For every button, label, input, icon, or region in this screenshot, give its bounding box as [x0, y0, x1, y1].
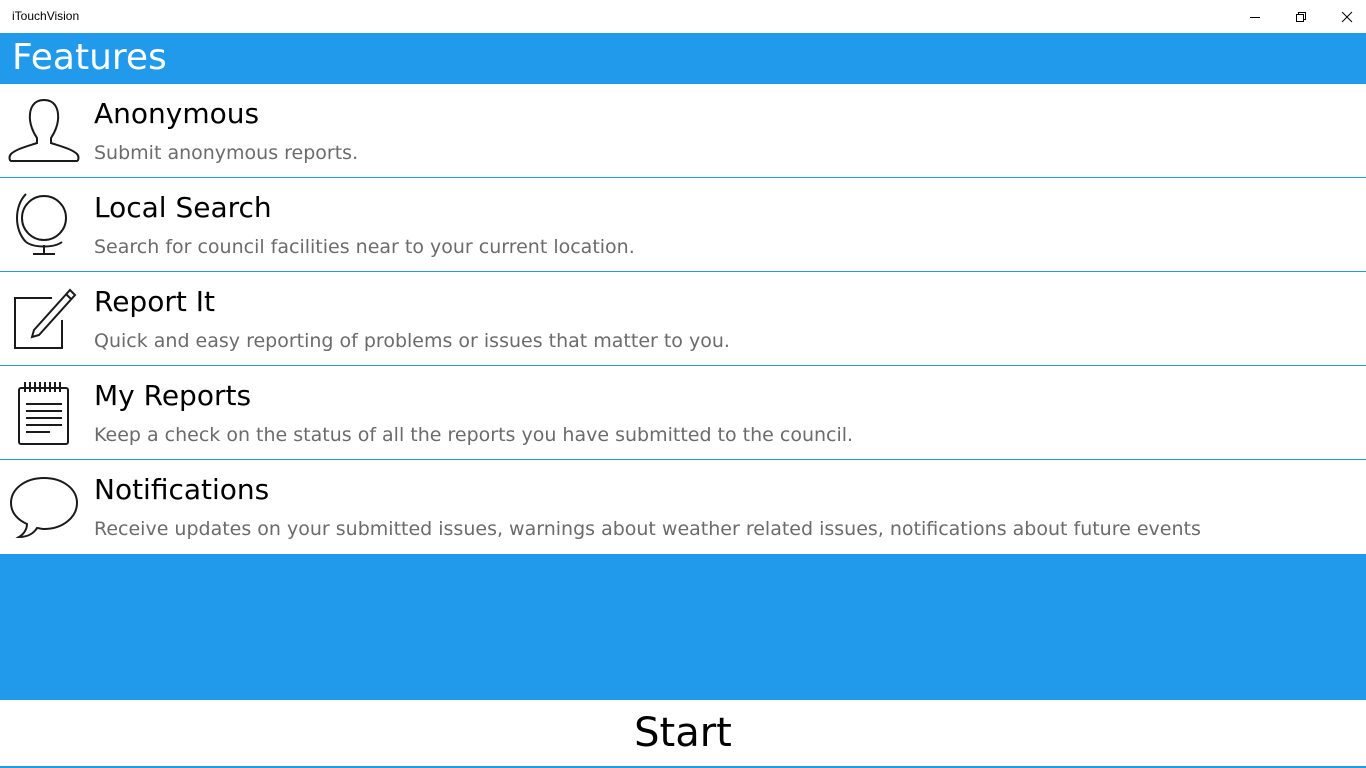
feature-item-my-reports[interactable] [0, 366, 1366, 460]
title-bar [0, 0, 1366, 33]
feature-description: Submit anonymous reports. [94, 142, 359, 164]
feature-title: Report It [94, 285, 215, 318]
feature-title: Notifications [94, 473, 270, 506]
notepad-icon [8, 378, 80, 448]
restore-icon [1295, 11, 1307, 23]
feature-item-anonymous[interactable] [0, 84, 1366, 178]
feature-description: Quick and easy reporting of problems or issues that matter to you. [94, 330, 730, 352]
feature-item-local-search[interactable] [0, 178, 1366, 272]
feature-description: Search for council facilities near to your current location. [94, 236, 635, 258]
app-title: iTouchVision [12, 9, 80, 23]
start-button[interactable] [0, 700, 1366, 768]
feature-title: My Reports [94, 379, 252, 412]
feature-item-notifications[interactable] [0, 460, 1366, 554]
start-button-label: Start [634, 710, 732, 756]
person-icon [8, 96, 80, 166]
close-button[interactable] [1324, 0, 1366, 33]
minimize-icon [1249, 11, 1261, 23]
speech-bubble-icon [8, 472, 80, 542]
globe-icon [8, 190, 80, 260]
restore-button[interactable] [1278, 0, 1324, 33]
feature-title: Local Search [94, 191, 272, 224]
feature-item-report-it[interactable] [0, 272, 1366, 366]
close-icon [1341, 11, 1353, 23]
feature-title: Anonymous [94, 97, 260, 130]
features-header [0, 33, 1366, 84]
edit-icon [8, 284, 80, 354]
accent-band [0, 554, 1366, 700]
features-list [0, 84, 1366, 554]
feature-description: Keep a check on the status of all the reports you have submitted to the council. [94, 424, 854, 446]
feature-description: Receive updates on your submitted issues, warnings about weather related issues, notifications about future events [94, 518, 1201, 540]
page-title: Features [12, 37, 167, 78]
minimize-button[interactable] [1232, 0, 1278, 33]
